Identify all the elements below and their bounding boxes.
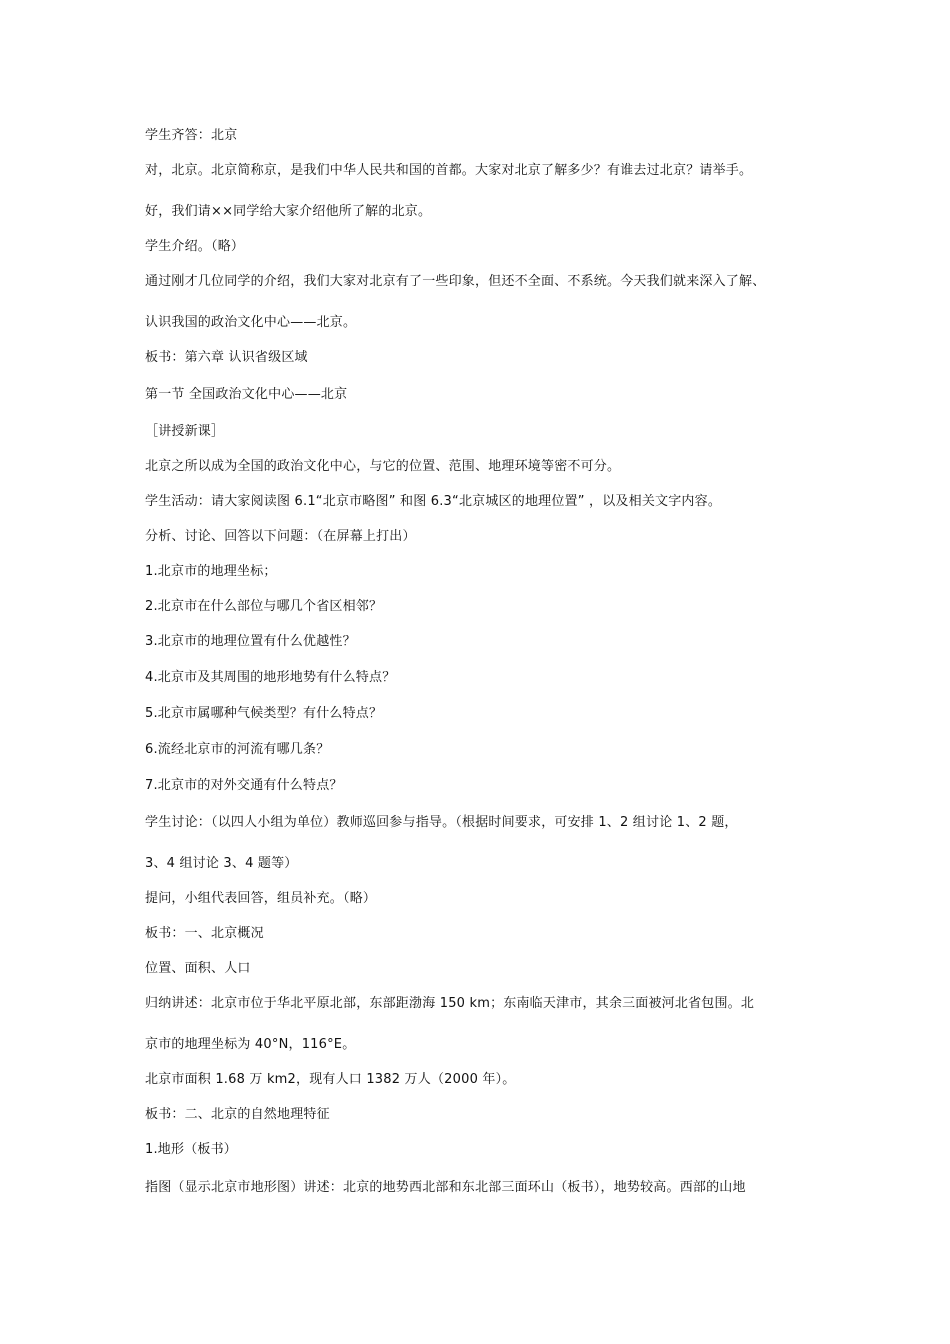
- list-item: 3.北京市的地理位置有什么优越性？: [145, 634, 356, 649]
- list-item: 4.北京市及其周围的地形地势有什么特点？: [145, 670, 396, 685]
- text-line: 板书：一、北京概况: [145, 926, 264, 941]
- text-line: 分析、讨论、回答以下问题：（在屏幕上打出）: [145, 529, 416, 544]
- text-line: 学生齐答：北京: [145, 128, 238, 143]
- text-line: 通过刚才几位同学的介绍，我们大家对北京有了一些印象，但还不全面、不系统。今天我们就来深入了解、: [145, 274, 766, 289]
- text-line: 指图（显示北京市地形图）讲述：北京的地势西北部和东北部三面环山（板书），地势较高。西部的山地: [145, 1180, 746, 1195]
- text-line: 板书：第六章 认识省级区域: [145, 350, 308, 365]
- list-item: 2.北京市在什么部位与哪几个省区相邻？: [145, 599, 383, 614]
- text-line: 板书：二、北京的自然地理特征: [145, 1107, 330, 1122]
- text-line: 认识我国的政治文化中心——北京。: [145, 315, 357, 330]
- text-line: 学生介绍。（略）: [145, 239, 245, 254]
- text-line: 归纳讲述：北京市位于华北平原北部，东部距渤海 150 km；东南临天津市，其余三面被河北省包围。北: [145, 996, 755, 1011]
- list-item: 1.北京市的地理坐标；: [145, 564, 277, 579]
- text-line: 学生讨论：（以四人小组为单位）教师巡回参与指导。（根据时间要求，可安排 1、2 组讨论 1、2 题，: [145, 815, 738, 830]
- text-line: 第一节 全国政治文化中心——北京: [145, 387, 348, 402]
- list-item: 7.北京市的对外交通有什么特点？: [145, 778, 343, 793]
- text-line: 京市的地理坐标为 40°N，116°E。: [145, 1037, 356, 1052]
- list-item: 6.流经北京市的河流有哪几条？: [145, 742, 330, 757]
- text-line: 对，北京。北京简称京，是我们中华人民共和国的首都。大家对北京了解多少？有谁去过北京？请举手。: [145, 163, 753, 178]
- text-line: ［讲授新课］: [145, 424, 225, 439]
- text-line: 学生活动：请大家阅读图 6.1“北京市略图” 和图 6.3“北京城区的地理位置” ，以及相关文字内容。: [145, 494, 722, 509]
- text-line: 提问，小组代表回答，组员补充。（略）: [145, 891, 377, 906]
- text-line: 北京之所以成为全国的政治文化中心，与它的位置、范围、地理环境等密不可分。: [145, 459, 621, 474]
- text-line: 北京市面积 1.68 万 km2，现有人口 1382 万人（2000 年）。: [145, 1072, 516, 1087]
- text-line: 好，我们请××同学给大家介绍他所了解的北京。: [145, 204, 432, 219]
- text-line: 位置、面积、人口: [145, 961, 251, 976]
- text-line: 3、4 组讨论 3、4 题等）: [145, 856, 298, 871]
- text-line: 1.地形（板书）: [145, 1142, 238, 1157]
- list-item: 5.北京市属哪种气候类型？有什么特点？: [145, 706, 383, 721]
